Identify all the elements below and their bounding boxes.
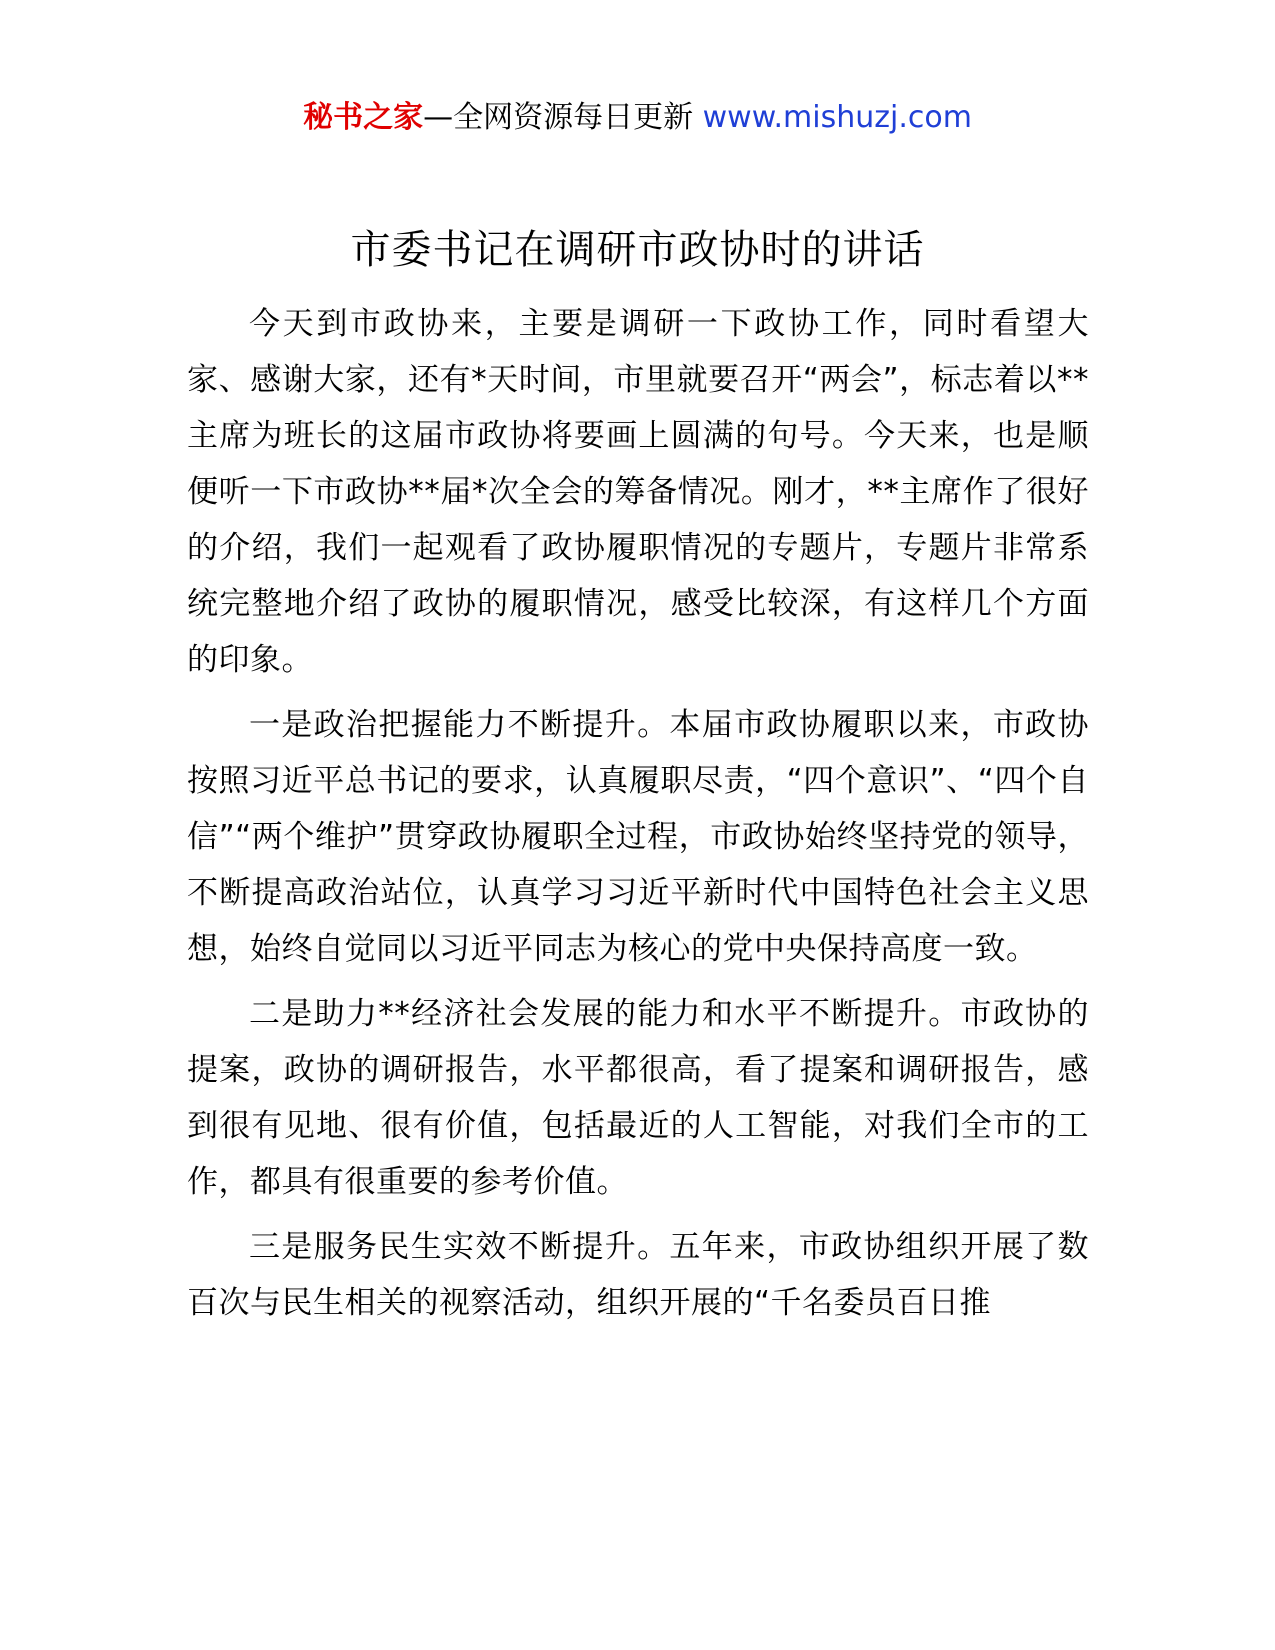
- site-brand: 秘书之家: [303, 100, 424, 135]
- paragraph-intro: 今天到市政协来，主要是调研一下政协工作，同时看望大家、感谢大家，还有*天时间，市里就要召开“两会”，标志着以**主席为班长的这届市政协将要画上圆满的句号。今天来，也是顺便听一下市政协**届*次全会的筹备情况。刚才，**主席作了很好的介绍，我们一起观看了政协履职情况的专题片，专题片非常系统完整地介绍了政协的履职情况，感受比较深，有这样几个方面的印象。: [187, 306, 1089, 678]
- site-header: [0, 96, 1275, 140]
- site-url-link[interactable]: www.mishuzj.com: [702, 100, 972, 135]
- paragraph-point-one: 一是政治把握能力不断提升。本届市政协履职以来，市政协按照习近平总书记的要求，认真履职尽责，“四个意识”、“四个自信”“两个维护”贯穿政协履职全过程，市政协始终坚持党的领导，不断提高政治站位，认真学习习近平新时代中国特色社会主义思想，始终自觉同以习近平同志为核心的党中央保持高度一致。: [187, 707, 1089, 967]
- document-title: 市委书记在调研市政协时的讲话: [350, 227, 925, 273]
- paragraph-point-three: 三是服务民生实效不断提升。五年来，市政协组织开展了数百次与民生相关的视察活动，组织开展的“千名委员百日推: [187, 1229, 1089, 1321]
- paragraph-point-two: 二是助力**经济社会发展的能力和水平不断提升。市政协的提案，政协的调研报告，水平都很高，看了提案和调研报告，感到很有见地、很有价值，包括最近的人工智能，对我们全市的工作，都具有很重要的参考价值。: [187, 996, 1089, 1200]
- document-body: [187, 296, 1089, 1340]
- site-tagline: —全网资源每日更新: [423, 100, 703, 135]
